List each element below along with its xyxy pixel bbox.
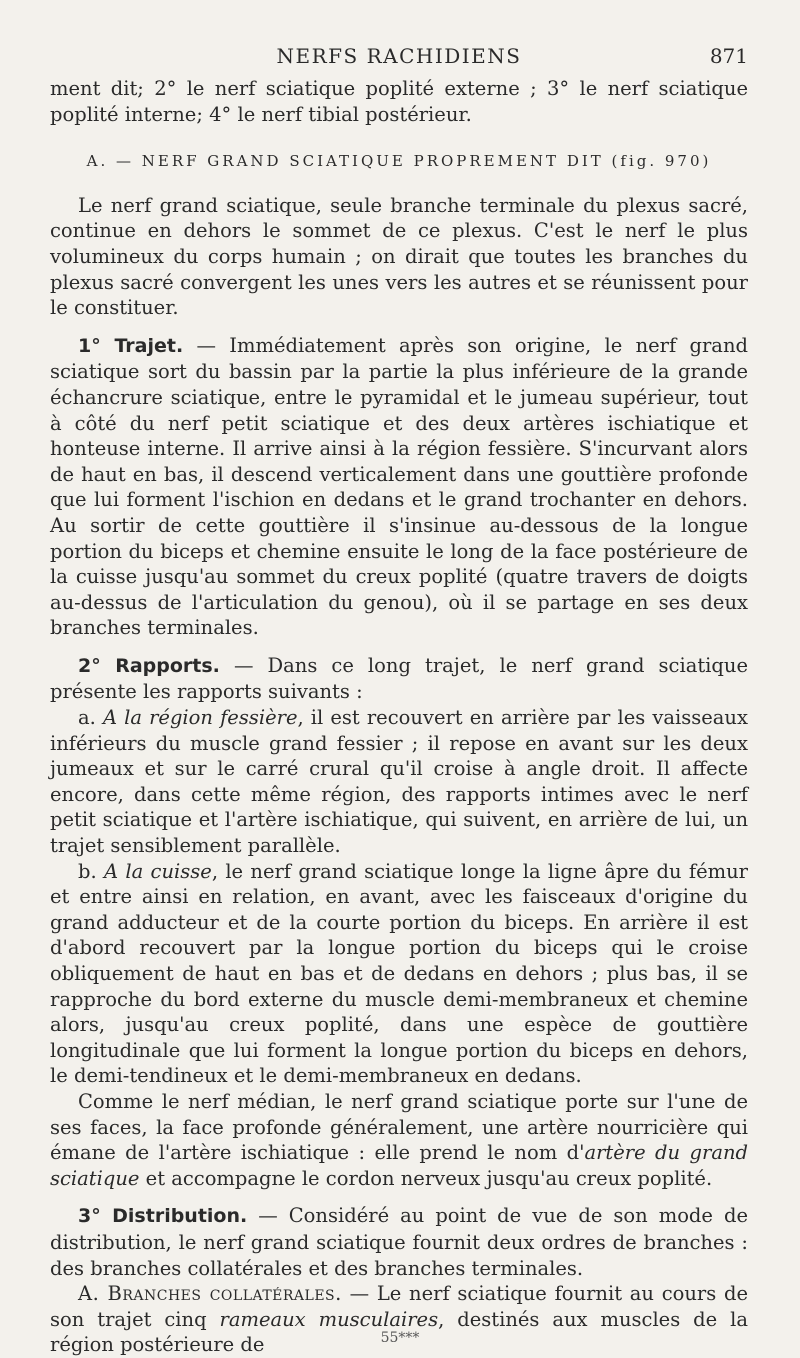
median-paragraph: [50, 1089, 748, 1191]
median-text-1: Comme le nerf médian, le nerf grand sciatique porte sur l'une de ses faces, la face profonde généralement, une artère nourricière qui émane de l'artère ischiatique : elle prend le nom d': [50, 1089, 748, 1165]
distribution-paragraph: [50, 1203, 748, 1281]
rapports-b-text: , le nerf grand sciatique longe la ligne âpre du fémur et entre ainsi en relation, en avant, avec les faisceaux d'origine du grand adducteur et de la courte portion du biceps. En arrière il est d'abord recouvert par la longue portion du biceps qui le croise obliquement de haut en bas et de dedans en dehors ; plus bas, il se rapproche du bord externe du muscle demi-membraneux et chemine alors, jusqu'au creux poplité, dans une espèce de gouttière longitudinale que lui forment la longue portion du biceps en dehors, le demi-tendineux et le demi-membraneux en dedans.: [50, 859, 748, 1088]
rapports-a-label: a.: [78, 706, 103, 730]
distribution-heading: 3° Distribution.: [78, 1205, 248, 1228]
trajet-heading: 1° Trajet.: [78, 334, 184, 357]
rapports-b-emph: A la cuisse: [103, 859, 212, 883]
trajet-text: — Immédiatement après son origine, le nerf grand sciatique sort du bassin par la partie la plus inférieure de la grande échancrure sciatique, entre le pyramidal et le jumeau supérieur, tout à côté du nerf petit sciatique et des deux artères ischiatique et honteuse interne. Il arrive ainsi à la région fessière. S'incurvant alors de haut en bas, il descend verticalement dans une gouttière profonde que lui forment l'ischion en dedans et le grand trochanter en dehors. Au sortir de cette gouttière il s'insinue au-dessous de la longue portion du biceps et chemine ensuite le long de la face postérieure de la cuisse jusqu'au sommet du creux poplité (quatre travers de doigts au-dessus de l'articulation du genou), où il se partage en ses deux branches terminales.: [50, 333, 748, 640]
branches-paragraph: [50, 1281, 748, 1358]
branches-text-1: — Le nerf sciatique fournit au cours de son trajet cinq: [50, 1282, 748, 1331]
rapports-heading: 2° Rapports.: [78, 654, 220, 677]
rapports-a-paragraph: [50, 705, 748, 859]
section-a-paragraph: Le nerf grand sciatique, seule branche terminale du plexus sacré, continue en dehors le sommet de ce plexus. C'est le nerf le plus volumineux du corps humain ; on dirait que toutes les branches du plexus sacré convergent les unes vers les autres et se réunissent pour le constituer.: [50, 193, 748, 320]
running-head: [50, 36, 748, 76]
rapports-paragraph: [50, 653, 748, 705]
median-emph: artère du grand sciatique: [50, 1141, 748, 1190]
branches-emph: rameaux musculaires: [219, 1307, 439, 1331]
rapports-text: — Dans ce long trajet, le nerf grand sciatique présente les rapports suivants :: [50, 653, 748, 704]
rapports-b-paragraph: [50, 859, 748, 1089]
rapports-a-emph: A la région fessière: [102, 706, 298, 730]
rapports-a-text: , il est recouvert en arrière par les vaisseaux inférieurs du muscle grand fessier ; il repose en avant sur les deux jumeaux et sur le carré crural qu'il croise à angle droit. Il affecte encore, dans cette même région, des rapports intimes avec le nerf petit sciatique et l'artère ischiatique, qui suivent, en arrière de lui, un trajet sensiblement parallèle.: [50, 706, 748, 858]
trajet-paragraph: [50, 333, 748, 641]
section-title: A. — NERF GRAND SCIATIQUE PROPREMENT DIT (fig. 970): [86, 152, 712, 171]
signature-mark: 55***: [380, 1330, 420, 1346]
rapports-b-label: b.: [78, 859, 104, 883]
page: [0, 36, 800, 1357]
branches-text-2: , destinés aux muscles de la région postérieure de: [50, 1307, 748, 1357]
branches-label: A. Branches collatérales.: [78, 1282, 342, 1306]
running-title: NERFS RACHIDIENS: [276, 44, 522, 68]
distribution-text: — Considéré au point de vue de son mode de distribution, le nerf grand sciatique fournit deux ordres de branches : des branches collatérales et des branches terminales.: [50, 1204, 748, 1280]
median-text-2: et accompagne le cordon nerveux jusqu'au creux poplité.: [139, 1166, 713, 1190]
page-number: 871: [709, 44, 748, 68]
intro-paragraph: ment dit; 2° le nerf sciatique poplité externe ; 3° le nerf sciatique poplité interne; 4° le nerf tibial postérieur.: [50, 77, 748, 126]
